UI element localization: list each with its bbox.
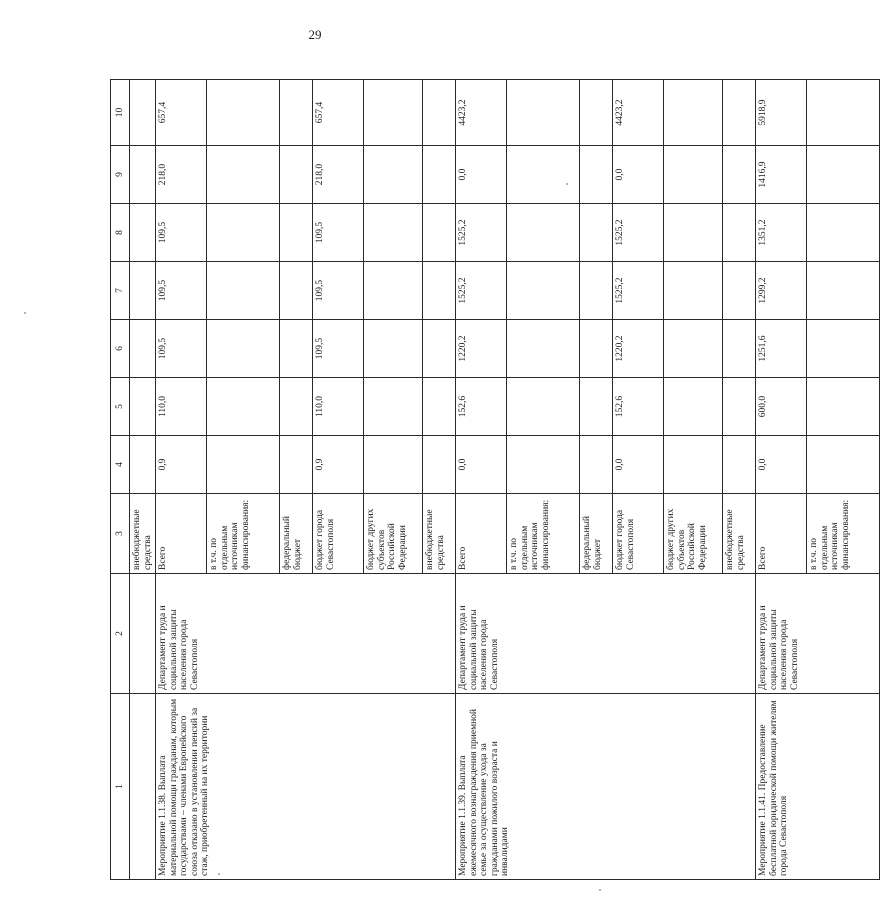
source-label: федеральный бюджет [280, 494, 313, 574]
value-cell: 0,0 [613, 436, 664, 494]
value-cell [580, 262, 613, 320]
value-cell [580, 146, 613, 204]
value-cell: 600,0 [756, 378, 807, 436]
value-cell [364, 204, 423, 262]
value-cell: 1416,9 [756, 146, 807, 204]
value-cell: 0,0 [756, 436, 807, 494]
value-cell [723, 320, 756, 378]
value-cell [207, 204, 280, 262]
value-cell: 5918,9 [756, 80, 807, 146]
value-cell [723, 436, 756, 494]
page-number: 29 [308, 27, 322, 42]
value-cell [280, 204, 313, 262]
department-cell [130, 574, 156, 694]
value-cell [423, 436, 456, 494]
value-cell [207, 146, 280, 204]
value-cell [723, 378, 756, 436]
scan-speck [218, 873, 220, 875]
scan-speck [599, 889, 601, 891]
source-label: в т.ч. по отдельным источникам финансирования: [207, 494, 280, 574]
measure-name: Мероприятие 1.1.39. Выплата ежемесячного вознаграждения приемной семье за осуществление ухода за гражданами пожилого возраста и инвалидами [456, 694, 756, 880]
value-cell [207, 320, 280, 378]
value-cell: 0,9 [156, 436, 207, 494]
value-cell [807, 80, 880, 146]
source-label: внебюджетные средства [423, 494, 456, 574]
header-cell: 1 [111, 694, 130, 880]
value-cell: 152,6 [456, 378, 507, 436]
header-cell: 8 [111, 204, 130, 262]
header-cell: 10 [111, 80, 130, 146]
value-cell: 109,5 [156, 204, 207, 262]
header-cell: 2 [111, 574, 130, 694]
value-cell [507, 436, 580, 494]
source-label: внебюджетные средства [723, 494, 756, 574]
value-cell [280, 320, 313, 378]
header-row [111, 80, 130, 880]
value-cell [364, 436, 423, 494]
source-label: в т.ч. по отдельным источникам финансирования: [807, 494, 880, 574]
value-cell [723, 262, 756, 320]
value-cell: 1251,6 [756, 320, 807, 378]
value-cell [664, 204, 723, 262]
value-cell: 657,4 [156, 80, 207, 146]
value-cell: 218,0 [156, 146, 207, 204]
value-cell [207, 80, 280, 146]
table-row [756, 80, 807, 880]
table-row [456, 80, 507, 880]
value-cell [807, 262, 880, 320]
department-name: Департамент труда и социальной защиты населения города Севастополя [456, 574, 756, 694]
value-cell: 1525,2 [613, 262, 664, 320]
value-cell: 1220,2 [456, 320, 507, 378]
header-cell: 3 [111, 494, 130, 574]
source-label: федеральный бюджет [580, 494, 613, 574]
value-cell [280, 80, 313, 146]
table-row [130, 80, 156, 880]
header-cell: 9 [111, 146, 130, 204]
value-cell [664, 262, 723, 320]
value-cell: 218,0 [313, 146, 364, 204]
value-cell [423, 320, 456, 378]
value-cell [507, 378, 580, 436]
value-cell [723, 204, 756, 262]
value-cell: 109,5 [313, 320, 364, 378]
value-cell [423, 378, 456, 436]
value-cell [507, 320, 580, 378]
value-cell: 109,5 [156, 262, 207, 320]
header-cell: 6 [111, 320, 130, 378]
source-label: в т.ч. по отдельным источникам финансирования: [507, 494, 580, 574]
value-cell [507, 80, 580, 146]
value-cell [807, 146, 880, 204]
value-cell [507, 146, 580, 204]
value-cell: 1525,2 [456, 204, 507, 262]
value-cell: 0,0 [456, 146, 507, 204]
value-cell [207, 262, 280, 320]
value-cell [207, 378, 280, 436]
value-cell: 109,5 [156, 320, 207, 378]
header-cell: 5 [111, 378, 130, 436]
rotated-table-wrapper [110, 80, 851, 880]
value-cell [280, 436, 313, 494]
value-cell: 1299,2 [756, 262, 807, 320]
value-cell: 1351,2 [756, 204, 807, 262]
value-cell [580, 204, 613, 262]
value-cell [807, 320, 880, 378]
value-cell [664, 378, 723, 436]
source-label: бюджет города Севастополя [613, 494, 664, 574]
value-cell [580, 80, 613, 146]
value-cell [807, 436, 880, 494]
value-cell [507, 262, 580, 320]
measure-name: Мероприятие 1.1.38. Выплата материальной помощи гражданам, которым государствами – членами Европейского союза отказано в установлении пенсий за стаж, приобретенный на их территории [156, 694, 456, 880]
value-cell: 4423,2 [456, 80, 507, 146]
value-cell: 109,5 [313, 262, 364, 320]
value-cell: 1525,2 [613, 204, 664, 262]
value-cell [664, 146, 723, 204]
value-cell [723, 146, 756, 204]
source-label: бюджет других субъектов Российской Федерации [664, 494, 723, 574]
value-cell [280, 378, 313, 436]
value-cell: 152,6 [613, 378, 664, 436]
value-cell: 4423,2 [613, 80, 664, 146]
value-cell [280, 262, 313, 320]
value-cell [807, 204, 880, 262]
value-cell [364, 80, 423, 146]
value-cell [423, 146, 456, 204]
measure-name: Мероприятие 1.1.41. Предоставление бесплатной юридической помощи жителям города Севастополя [756, 694, 880, 880]
value-cell: 110,0 [156, 378, 207, 436]
table-row [156, 80, 207, 880]
value-cell [580, 378, 613, 436]
value-cell [423, 80, 456, 146]
value-cell [580, 320, 613, 378]
value-cell: 1220,2 [613, 320, 664, 378]
value-cell: 0,9 [313, 436, 364, 494]
source-cell: внебюджетные средства [130, 494, 156, 574]
value-cell [664, 80, 723, 146]
value-cell [807, 378, 880, 436]
value-cell [664, 320, 723, 378]
value-cell [364, 262, 423, 320]
value-cell [364, 378, 423, 436]
value-cell [423, 262, 456, 320]
source-label: Всего [756, 494, 807, 574]
source-label: Всего [456, 494, 507, 574]
department-name: Департамент труда и социальной защиты населения города Севастополя [156, 574, 456, 694]
value-cell [423, 204, 456, 262]
scan-speck [24, 312, 26, 314]
value-cell [580, 436, 613, 494]
value-cell: 0,0 [456, 436, 507, 494]
value-cell: 109,5 [313, 204, 364, 262]
value-cell: 110,0 [313, 378, 364, 436]
value-cell [280, 146, 313, 204]
source-label: бюджет города Севастополя [313, 494, 364, 574]
value-cell: 0,0 [613, 146, 664, 204]
value-cell: 657,4 [313, 80, 364, 146]
value-cell [364, 146, 423, 204]
source-label: Всего [156, 494, 207, 574]
header-cell: 4 [111, 436, 130, 494]
department-name: Департамент труда и социальной защиты населения города Севастополя [756, 574, 880, 694]
value-cell: 1525,2 [456, 262, 507, 320]
value-cell [207, 436, 280, 494]
measure-cell [130, 694, 156, 880]
header-cell: 7 [111, 262, 130, 320]
scan-speck [566, 183, 568, 185]
value-cell [723, 80, 756, 146]
value-cell [664, 436, 723, 494]
value-cell [364, 320, 423, 378]
value-cell [507, 204, 580, 262]
source-label: бюджет других субъектов Российской Федерации [364, 494, 423, 574]
financing-table [110, 79, 880, 880]
